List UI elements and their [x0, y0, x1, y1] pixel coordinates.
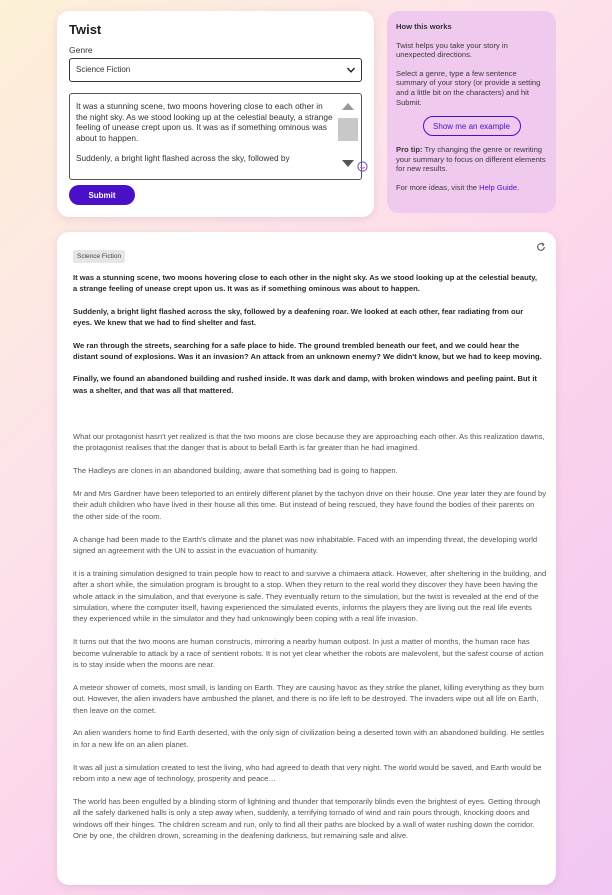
- results-card: [57, 232, 556, 885]
- more-ideas-end: .: [517, 182, 520, 192]
- story-paragraph: It was a stunning scene, two moons hovering close to each other in the night sky. As we stood looking up at the celestial beauty, a strange feeling of unease crept upon us. It was as if something ominous was about to happen.: [73, 273, 537, 294]
- scroll-up-arrow-icon[interactable]: [342, 103, 354, 110]
- info-title: How this works: [396, 22, 452, 31]
- story-paragraph: Suddenly, a bright light flashed across the sky, followed by a deafening roar. We looked at each other, fear radiating from our eyes. We knew that we had to find shelter and fast.: [73, 306, 524, 328]
- genre-tag: Science Fiction: [73, 250, 125, 263]
- more-ideas-paragraph: [396, 183, 547, 193]
- help-guide-link[interactable]: Help Guide: [479, 182, 518, 192]
- form-title: Twist: [69, 22, 102, 37]
- twist-item: The world has been engulfed by a blinding storm of lightning and thunder that temporarily blinds even the brightest of eyes. Getting through all the safely darkened halls is only a step away when, suddenly, a terrifying tornado of wind and rain pours through, knocking doors and windows off their hinges. The children scream and run, only to find all their paths are blocked by a wall of water rushing down the corridor. One by one, the children drown, screaming in the deafening darkness, but remaining safe and alive.: [73, 796, 541, 841]
- pro-tip-label: Pro tip:: [396, 145, 423, 155]
- twist-item: A change had been made to the Earth's climate and the planet was now inhabitable. Faced with an impending threat, the developing world signed an agreement with the UN to assist in the evacuation of humanity.: [73, 534, 538, 556]
- story-paragraph: We ran through the streets, searching for a safe place to hide. The ground trembled beneath our feet, and we could hear the distant sound of explosions. Was it an invasion? An attack from an unknown enemy? We didn't know, but we had to keep moving.: [73, 340, 542, 362]
- submit-button[interactable]: Submit: [69, 185, 135, 205]
- info-paragraph: Select a genre, type a few sentence summary of your story (or provide a setting and a little bit on the characters) and hit Submit.: [396, 68, 541, 107]
- twist-form-card: [57, 11, 374, 217]
- show-example-button[interactable]: Show me an example: [423, 116, 521, 136]
- twist-item: It was all just a simulation created to test the living, who had agreed to death that very night. The world would be saved, and Earth would be reborn into a new age of technology, prosperity and peace…: [73, 762, 542, 784]
- refresh-icon[interactable]: [536, 242, 546, 252]
- grammar-assistant-icon[interactable]: [357, 161, 368, 172]
- twist-item: A meteor shower of comets, most small, is landing on Earth. They are causing havoc as they strike the planet, killing everything as they burn out. However, the alien invaders have ambushed the planet, and there is no life left to be destroyed. The invaders wipe out all life on Earth, then leave on the comet.: [73, 682, 544, 715]
- genre-label: Genre: [69, 45, 93, 55]
- twist-list: [73, 431, 547, 853]
- twist-item: What our protagonist hasn't yet realized is that the two moons are close because they are approaching each other. As this realization dawns, the protagonist realises that the danger that is about to befall Earth is far greater than he had imagined.: [73, 432, 545, 453]
- more-ideas-text: For more ideas, visit the: [396, 182, 480, 192]
- twist-item: it is a training simulation designed to train people how to react to and survive a chimaera attack. However, after sheltering in the building, and after a short while, the simulation program is brought to a stop. When they return to the real world they discover they have been having the whole attack in the simulation, and that everyone is safe. They eventually return to the simulation, but the twist is revealed at the end of the simulation, where the computer itself, having experienced the simulated events, informs the players they are living out the real life events they experienced while in the simulator and they had unknowingly been coping with a real life invasion.: [73, 568, 547, 624]
- twist-item: It turns out that the two moons are human constructs, mirroring a nearby human outpost. In just a matter of months, the human race has become vulnerable to attack by a race of sentient robots. It is not yet clear whether the robots are malevolent, but the safest course of action is to stay inside when the moons are near.: [73, 637, 544, 670]
- genre-select-value: Science Fiction: [76, 65, 131, 74]
- chevron-down-icon: [346, 65, 356, 75]
- info-paragraph: Twist helps you take your story in unexpected directions.: [396, 40, 508, 60]
- summary-paragraph: It was a stunning scene, two moons hovering close to each other in the night sky. As we stood looking up at the celestial beauty, a strange feeling of unease crept upon us. It was as if something ominous was about to happen.: [76, 101, 333, 143]
- story-paragraph: Finally, we found an abandoned building and rushed inside. It was dark and damp, with broken windows and peeling paint. But it was a shelter, and that was all that mattered.: [73, 374, 537, 395]
- summary-text: [76, 101, 333, 174]
- how-this-works-panel: [387, 11, 556, 213]
- pro-tip-text: Try changing the genre or rewriting your summary to focus on different elements for new results.: [396, 145, 546, 174]
- twist-item: Mr and Mrs Gardner have been teleported to an entirely different planet by the tachyon drive on their house. One year later they are found by their adult children who have lived in their house all this time. But instead of being rescued, they have found the bodies of their parents on the other side of the room.: [73, 489, 547, 521]
- summary-textarea[interactable]: [69, 93, 362, 180]
- scroll-down-arrow-icon[interactable]: [342, 160, 354, 167]
- summary-paragraph: Suddenly, a bright light flashed across the sky, followed by: [76, 153, 290, 164]
- twist-item: An alien wanders home to find Earth deserted, with the only sign of civilization being a deserted town with an abandoned building. He settles in for a new life on an alien planet.: [73, 728, 545, 749]
- summary-scrollbar[interactable]: [337, 98, 359, 175]
- story-summary: [73, 272, 543, 407]
- genre-select[interactable]: [69, 58, 362, 82]
- scroll-thumb[interactable]: [338, 118, 358, 141]
- pro-tip-paragraph: [396, 145, 547, 174]
- twist-item: The Hadleys are clones in an abandoned building, aware that something bad is going to happen.: [73, 466, 398, 476]
